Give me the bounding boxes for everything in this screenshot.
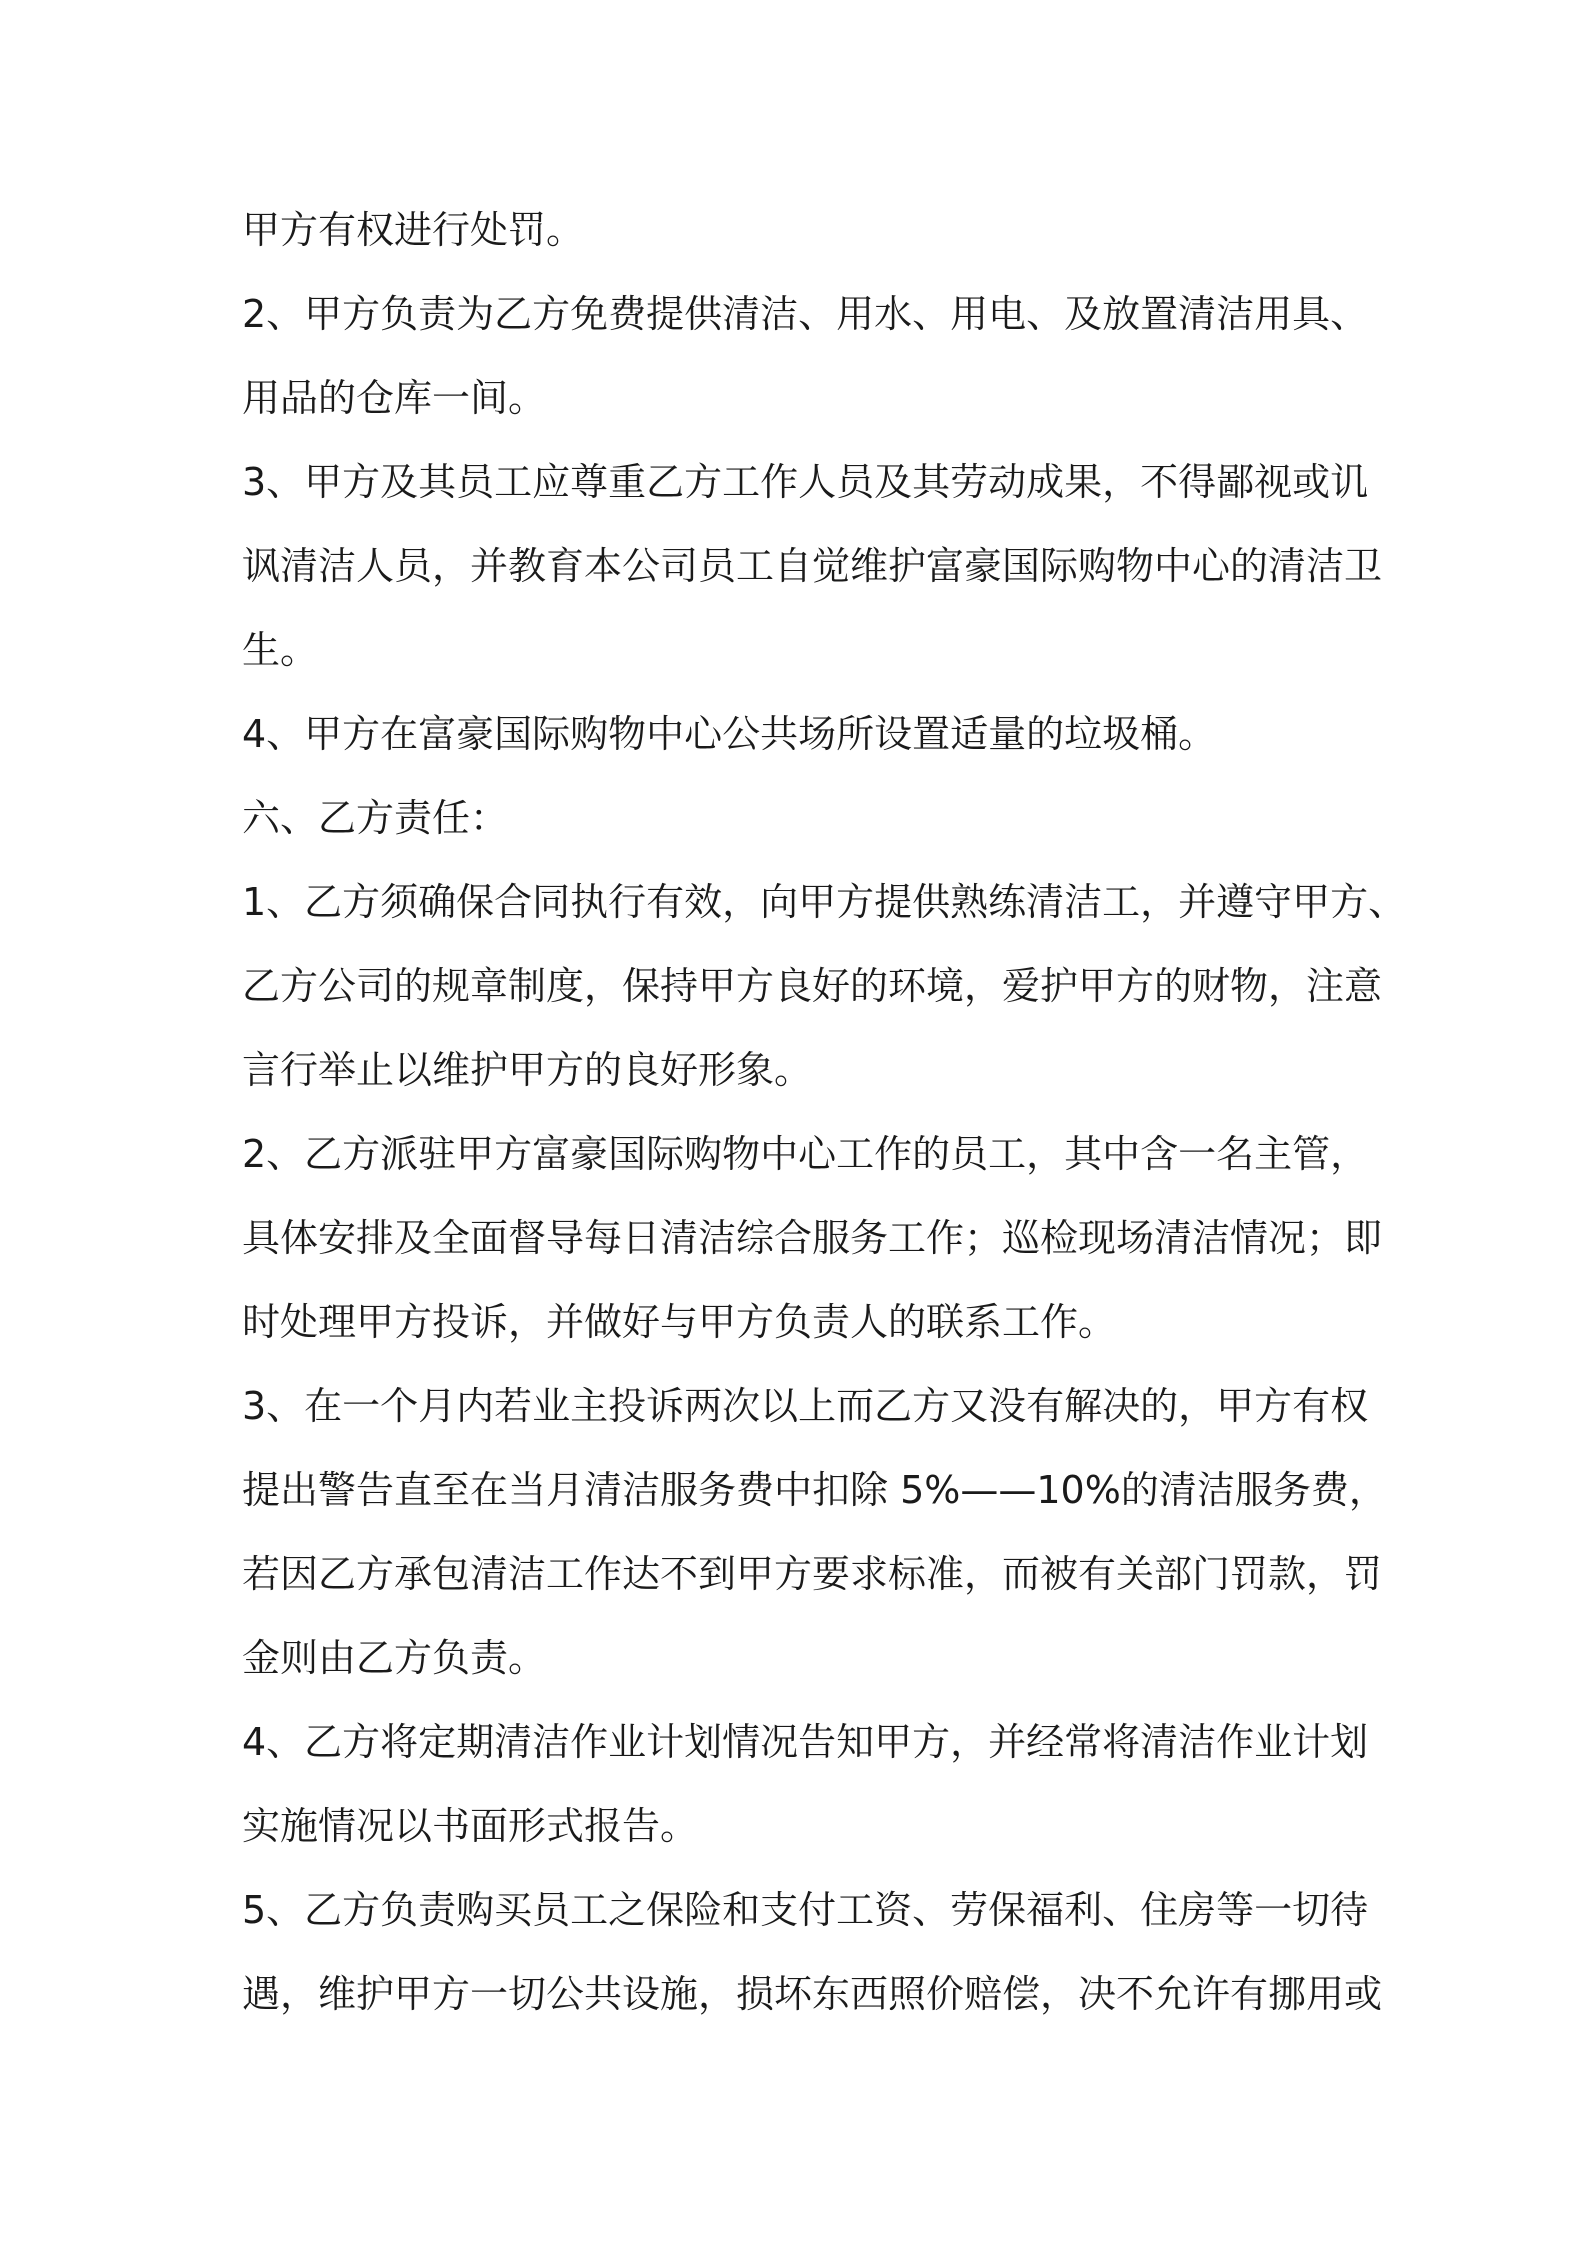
text-line: 言行举止以维护甲方的良好形象。	[242, 1048, 813, 1092]
text-line: 4、甲方在富豪国际购物中心公共场所设置适量的垃圾桶。	[242, 712, 1217, 756]
text-line: 生。	[242, 628, 319, 672]
text-line: 乙方公司的规章制度，保持甲方良好的环境，爱护甲方的财物，注意	[242, 964, 1383, 1008]
text-line: 用品的仓库一间。	[242, 376, 547, 420]
text-line: 提出警告直至在当月清洁服务费中扣除 5%——10%的清洁服务费，	[242, 1468, 1387, 1512]
text-line: 讽清洁人员，并教育本公司员工自觉维护富豪国际购物中心的清洁卫	[242, 544, 1383, 588]
text-line: 具体安排及全面督导每日清洁综合服务工作；巡检现场清洁情况；即	[242, 1216, 1383, 1260]
text-line: 2、甲方负责为乙方免费提供清洁、用水、用电、及放置清洁用具、	[242, 292, 1369, 336]
text-line: 时处理甲方投诉，并做好与甲方负责人的联系工作。	[242, 1300, 1117, 1344]
text-line: 金则由乙方负责。	[242, 1636, 547, 1680]
text-line: 若因乙方承包清洁工作达不到甲方要求标准，而被有关部门罚款，罚	[242, 1552, 1383, 1596]
text-line: 3、在一个月内若业主投诉两次以上而乙方又没有解决的，甲方有权	[242, 1384, 1369, 1428]
text-line: 1、乙方须确保合同执行有效，向甲方提供熟练清洁工，并遵守甲方、	[242, 880, 1407, 924]
text-line: 甲方有权进行处罚。	[242, 208, 585, 252]
text-line: 3、甲方及其员工应尊重乙方工作人员及其劳动成果，不得鄙视或讥	[242, 460, 1369, 504]
text-line: 5、乙方负责购买员工之保险和支付工资、劳保福利、住房等一切待	[242, 1888, 1369, 1932]
text-line: 4、乙方将定期清洁作业计划情况告知甲方，并经常将清洁作业计划	[242, 1720, 1369, 1764]
document-body	[242, 188, 1407, 2036]
text-line: 2、乙方派驻甲方富豪国际购物中心工作的员工，其中含一名主管，	[242, 1132, 1369, 1176]
section-heading: 六、乙方责任：	[242, 796, 509, 840]
text-line: 遇，维护甲方一切公共设施，损坏东西照价赔偿，决不允许有挪用或	[242, 1972, 1383, 2016]
text-line: 实施情况以书面形式报告。	[242, 1804, 699, 1848]
